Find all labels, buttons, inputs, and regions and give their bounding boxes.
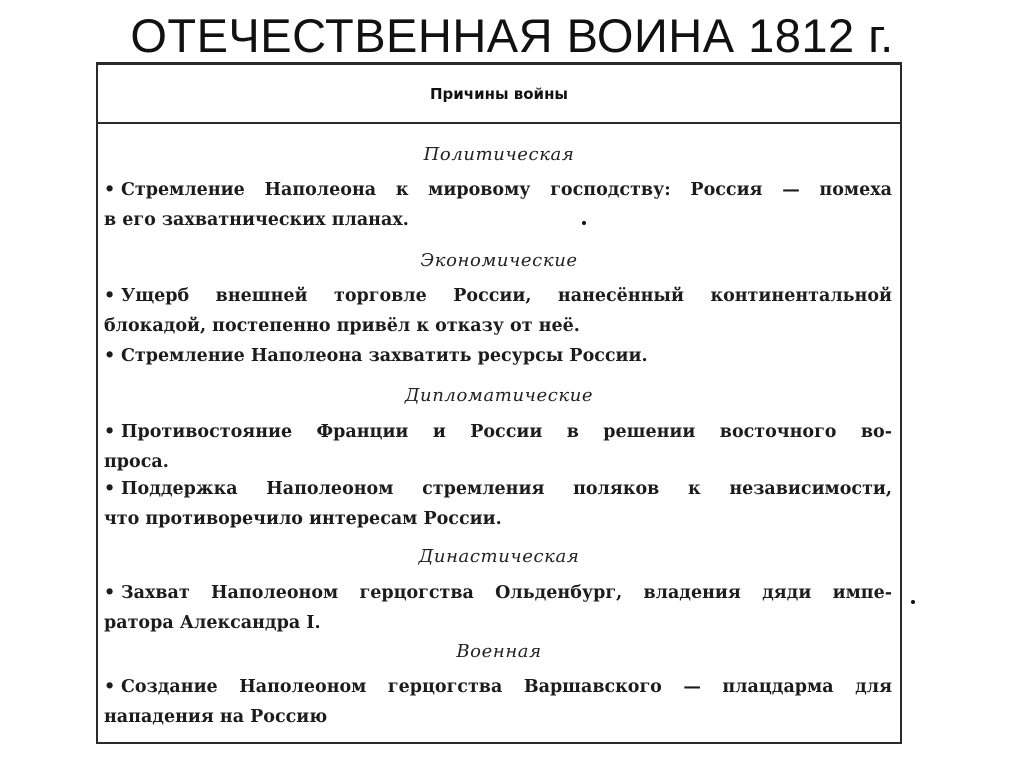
bullet-icon: • xyxy=(104,286,116,306)
section-title-dynastic: Династическая xyxy=(418,546,580,567)
list-item xyxy=(104,477,892,501)
bullet-icon: • xyxy=(104,346,116,366)
list-item-continuation: ратора Александра I. xyxy=(104,613,321,633)
list-item-continuation: что противоречило интересам России. xyxy=(104,509,502,529)
list-item xyxy=(104,675,892,699)
list-item xyxy=(104,344,892,368)
section-title-diplomatic: Дипломатические xyxy=(404,385,594,406)
section-title-military: Военная xyxy=(456,641,542,662)
item-text: Ущерб внешней торговле России, нанесённый континентальной xyxy=(121,286,892,306)
section-title-economic: Экономические xyxy=(420,250,578,271)
scan-speck xyxy=(582,221,586,225)
list-item-continuation: проса. xyxy=(104,452,169,472)
bullet-icon: • xyxy=(104,180,116,200)
item-text: Поддержка Наполеоном стремления поляков к независимости, xyxy=(121,479,892,499)
list-item xyxy=(104,178,892,202)
section-title-political: Политическая xyxy=(423,144,575,165)
bullet-icon: • xyxy=(104,422,116,442)
bullet-icon: • xyxy=(104,583,116,603)
scan-speck xyxy=(911,600,915,604)
list-item-continuation: нападения на Россию xyxy=(104,707,328,727)
list-item-continuation: в его захватнических планах. xyxy=(104,210,409,230)
item-text: Захват Наполеоном герцогства Ольденбург, владения дяди импе- xyxy=(121,583,892,603)
causes-table xyxy=(96,62,902,744)
list-item xyxy=(104,284,892,308)
bullet-icon: • xyxy=(104,479,116,499)
slide-title: ОТЕЧЕСТВЕННАЯ ВОИНА 1812 г. xyxy=(130,9,894,62)
item-text: Стремление Наполеона к мировому господству: Россия — помеха xyxy=(121,180,892,200)
item-text: Создание Наполеоном герцогства Варшавского — плацдарма для xyxy=(121,677,892,697)
item-text: Противостояние Франции и России в решении восточного во- xyxy=(121,422,892,442)
bullet-icon: • xyxy=(104,677,116,697)
item-text: Стремление Наполеона захватить ресурсы России. xyxy=(121,346,648,366)
list-item xyxy=(104,581,892,605)
list-item xyxy=(104,420,892,444)
list-item-continuation: блокадой, постепенно привёл к отказу от неё. xyxy=(104,316,580,336)
table-header: Причины войны xyxy=(98,65,900,124)
